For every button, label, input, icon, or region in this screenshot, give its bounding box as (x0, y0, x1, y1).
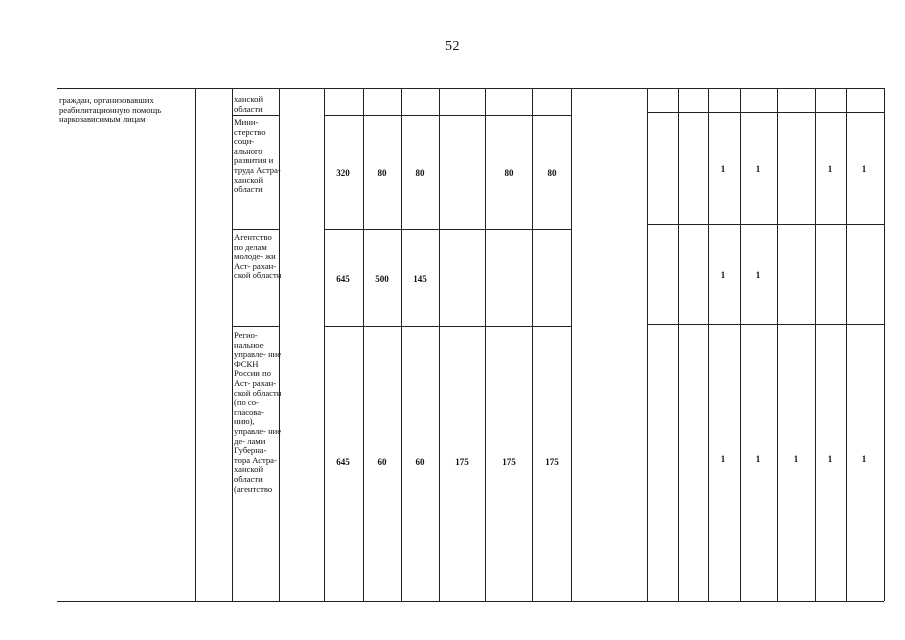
data-table (57, 88, 884, 601)
col-sep-2 (232, 88, 233, 601)
value-cell: 175 (455, 457, 469, 467)
indicator-cell: 1 (861, 164, 867, 174)
indicator-cell: 1 (755, 270, 761, 280)
value-cell: 145 (413, 274, 427, 284)
table-bottom-border (57, 601, 884, 602)
col-sep-5 (363, 88, 364, 601)
first-column-text: граждан, организовавших реабилитационную помощь наркозависимым лицам (59, 95, 162, 125)
indicator-cell: 1 (827, 454, 833, 464)
indicator-cell: 1 (720, 164, 726, 174)
org-cell-3: Регио- нальное управле- ние ФСКН России по Аст- рахан- ской области (по со- гласова- нию), управле- ние де- лами Губерна- тора Астра- ханской области (агентство (234, 330, 282, 494)
value-cell: 80 (504, 168, 514, 178)
org-cell-1: Мини- стерство соци- ального развития и труда Астра- ханской области (234, 117, 281, 195)
indicator-cell: 1 (755, 164, 761, 174)
value-cell: 60 (377, 457, 387, 467)
indicator-cell: 1 (720, 270, 726, 280)
row-sep-2b (324, 229, 571, 230)
col-sep-7 (439, 88, 440, 601)
col-sep-10 (571, 88, 572, 601)
value-cell: 645 (336, 274, 350, 284)
table-top-border (57, 88, 884, 89)
col-sep-1 (195, 88, 196, 601)
value-cell: 320 (336, 168, 350, 178)
row-sep-3b (324, 326, 571, 327)
col-sep-15 (777, 88, 778, 601)
value-cell: 80 (377, 168, 387, 178)
value-cell: 175 (502, 457, 516, 467)
col-sep-6 (401, 88, 402, 601)
value-cell: 80 (415, 168, 425, 178)
row-sep-3c (647, 324, 884, 325)
value-cell: 175 (545, 457, 559, 467)
value-cell: 80 (547, 168, 557, 178)
indicator-cell: 1 (755, 454, 761, 464)
col-sep-12 (678, 88, 679, 601)
row-sep-3 (232, 326, 279, 327)
org-cell-2: Агентство по делам молоде- жи Аст- рахан- ской области (234, 232, 282, 281)
col-sep-14 (740, 88, 741, 601)
indicator-cell: 1 (793, 454, 799, 464)
col-sep-11 (647, 88, 648, 601)
row-sep-2 (232, 229, 279, 230)
indicator-cell: 1 (861, 454, 867, 464)
value-cell: 645 (336, 457, 350, 467)
table-right-border (884, 88, 885, 601)
row-sep-1b (324, 115, 571, 116)
indicator-cell: 1 (827, 164, 833, 174)
col-sep-8 (485, 88, 486, 601)
col-sep-4 (324, 88, 325, 601)
page-number: 52 (445, 39, 460, 54)
value-cell: 60 (415, 457, 425, 467)
indicator-cell: 1 (720, 454, 726, 464)
row-sep-1 (232, 115, 279, 116)
col-sep-9 (532, 88, 533, 601)
col-sep-17 (846, 88, 847, 601)
org-cell-0: ханской области (234, 94, 264, 114)
row-sep-1c (647, 112, 884, 113)
value-cell: 500 (375, 274, 389, 284)
row-sep-2c (647, 224, 884, 225)
